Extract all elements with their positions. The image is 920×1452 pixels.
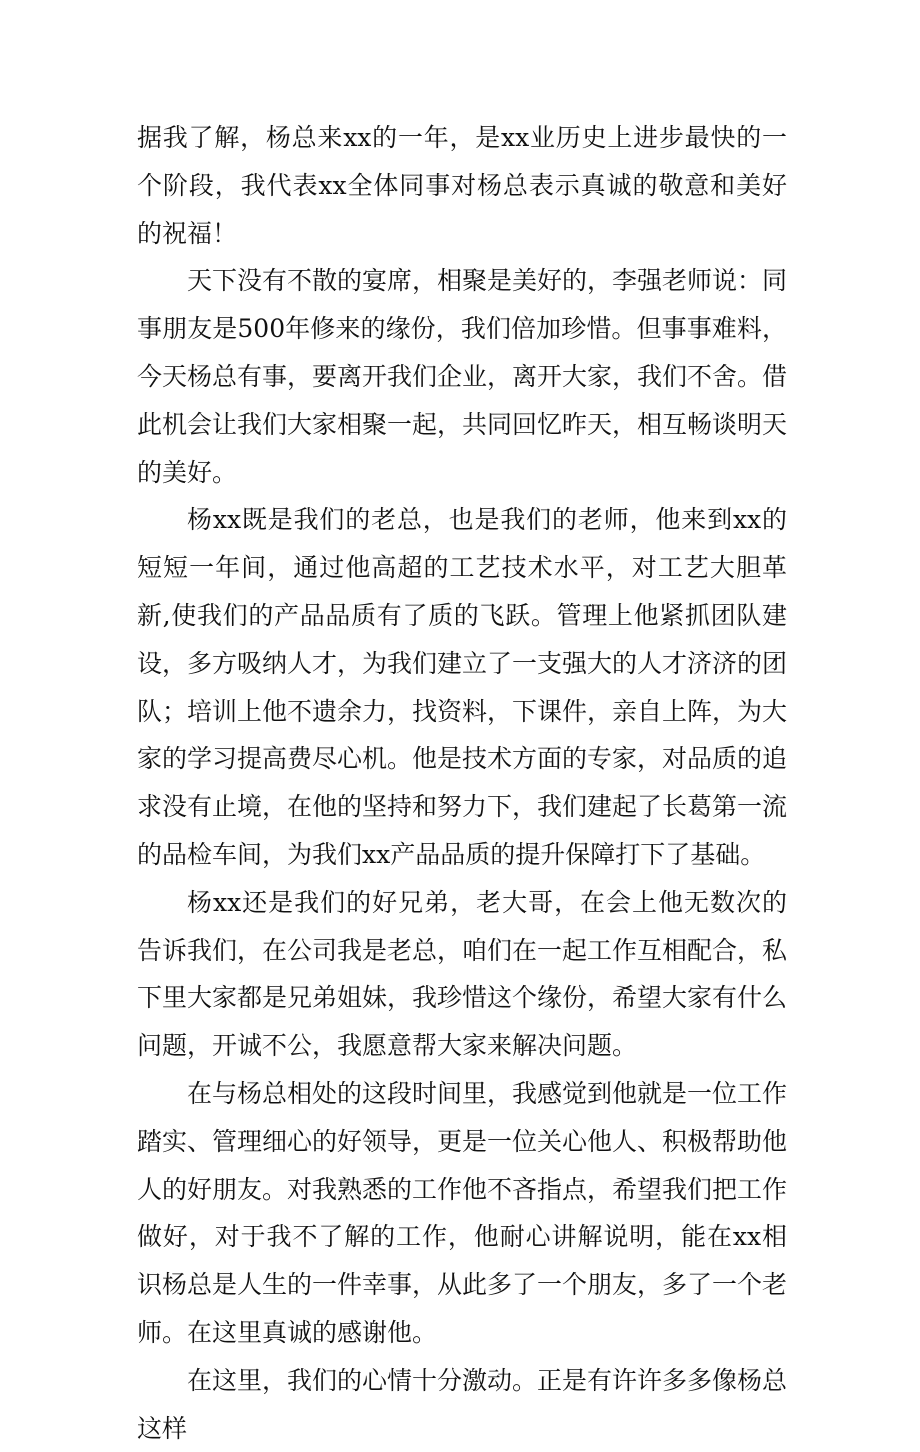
document-body bbox=[137, 114, 787, 1452]
paragraph-5: 在与杨总相处的这段时间里，我感觉到他就是一位工作踏实、管理细心的好领导，更是一位关心他人、积极帮助他人的好朋友。对我熟悉的工作他不吝指点，希望我们把工作做好，对于我不了解的工作，他耐心讲解说明，能在xx相识杨总是人生的一件幸事，从此多了一个朋友，多了一个老师。在这里真诚的感谢他。 bbox=[137, 1078, 788, 1347]
paragraph-6: 在这里，我们的心情十分激动。正是有许许多多像杨总这样 bbox=[137, 1365, 788, 1443]
paragraph-3: 杨xx既是我们的老总，也是我们的老师，他来到xx的短短一年间，通过他高超的工艺技术水平，对工艺大胆革新,使我们的产品品质有了质的飞跃。管理上他紧抓团队建设，多方吸纳人才，为我们建立了一支强大的人才济济的团队；培训上他不遗余力，找资料，下课件，亲自上阵，为大家的学习提高费尽心机。他是技术方面的专家，对品质的追求没有止境，在他的坚持和努力下，我们建起了长葛第一流的品检车间，为我们xx产品品质的提升保障打下了基础。 bbox=[137, 505, 788, 869]
paragraph-4: 杨xx还是我们的好兄弟，老大哥，在会上他无数次的告诉我们，在公司我是老总，咱们在一起工作互相配合，私下里大家都是兄弟姐妹，我珍惜这个缘份，希望大家有什么问题，开诚不公，我愿意帮大家来解决问题。 bbox=[137, 887, 788, 1061]
paragraph-1: 据我了解，杨总来xx的一年，是xx业历史上进步最快的一个阶段，我代表xx全体同事对杨总表示真诚的敬意和美好的祝福！ bbox=[137, 123, 787, 248]
paragraph-2: 天下没有不散的宴席，相聚是美好的，李强老师说：同事朋友是500年修来的缘份，我们倍加珍惜。但事事难料，今天杨总有事，要离开我们企业，离开大家，我们不舍。借此机会让我们大家相聚一起，共同回忆昨天，相互畅谈明天的美好。 bbox=[137, 266, 788, 487]
